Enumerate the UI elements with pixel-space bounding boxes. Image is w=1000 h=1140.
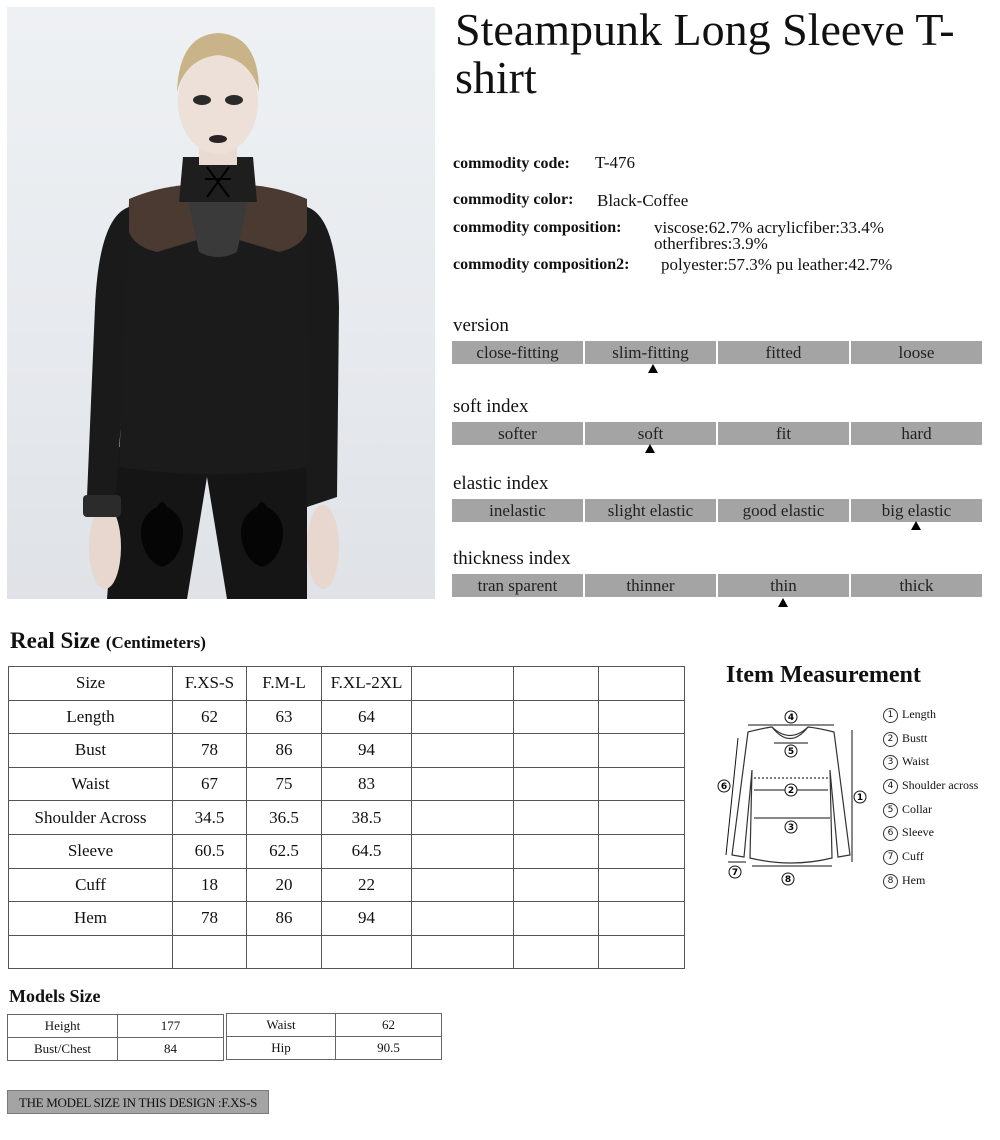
table-row bbox=[227, 1014, 442, 1037]
table-cell bbox=[322, 935, 412, 969]
table-cell bbox=[514, 767, 599, 801]
legend-label: Hem bbox=[902, 872, 926, 887]
table-header-cell bbox=[514, 667, 599, 701]
tshirt-measurement-diagram bbox=[714, 700, 874, 890]
table-cell bbox=[247, 935, 322, 969]
version-option: slim-fitting bbox=[585, 341, 716, 364]
table-header-row bbox=[9, 667, 685, 701]
table-cell: Bust/Chest bbox=[8, 1038, 118, 1061]
legend-label: Bustt bbox=[902, 730, 928, 745]
table-cell bbox=[599, 868, 685, 902]
table-row bbox=[9, 834, 685, 868]
table-cell: 67 bbox=[173, 767, 247, 801]
table-cell: 78 bbox=[173, 902, 247, 936]
table-cell: 62.5 bbox=[247, 834, 322, 868]
legend-item bbox=[883, 802, 978, 826]
soft-index-option: soft bbox=[585, 422, 716, 445]
table-header-cell bbox=[599, 667, 685, 701]
table-cell: 78 bbox=[173, 734, 247, 768]
table-cell: 22 bbox=[322, 868, 412, 902]
thickness-index-option: tran sparent bbox=[452, 574, 583, 597]
table-cell bbox=[514, 935, 599, 969]
elastic-index-option: big elastic bbox=[851, 499, 982, 522]
soft-index-bar bbox=[452, 422, 982, 445]
table-cell bbox=[514, 868, 599, 902]
table-cell: 63 bbox=[247, 700, 322, 734]
table-row bbox=[9, 700, 685, 734]
legend-number: 7 bbox=[883, 850, 898, 865]
legend-number: 6 bbox=[883, 826, 898, 841]
spec-value: Black-Coffee bbox=[597, 191, 689, 210]
legend-item bbox=[883, 754, 978, 778]
elastic-index-title: elastic index bbox=[453, 473, 549, 494]
elastic-index-option: slight elastic bbox=[585, 499, 716, 522]
thickness-index-option: thin bbox=[718, 574, 849, 597]
table-cell bbox=[514, 734, 599, 768]
table-cell: 86 bbox=[247, 734, 322, 768]
table-row bbox=[9, 734, 685, 768]
version-title: version bbox=[453, 315, 509, 336]
table-cell: Shoulder Across bbox=[9, 801, 173, 835]
svg-text:5: 5 bbox=[787, 747, 795, 757]
version-option: loose bbox=[851, 341, 982, 364]
table-header-cell: F.M-L bbox=[247, 667, 322, 701]
table-row bbox=[9, 902, 685, 936]
elastic-index-option: inelastic bbox=[452, 499, 583, 522]
table-cell bbox=[412, 868, 514, 902]
table-cell bbox=[412, 801, 514, 835]
table-cell: 64.5 bbox=[322, 834, 412, 868]
table-cell: 62 bbox=[173, 700, 247, 734]
models-size-table-right bbox=[226, 1013, 442, 1060]
svg-text:2: 2 bbox=[787, 786, 795, 796]
spec-code bbox=[453, 153, 635, 173]
real-size-table bbox=[8, 666, 685, 969]
svg-text:3: 3 bbox=[787, 823, 795, 833]
spec-composition2 bbox=[453, 254, 893, 274]
svg-text:7: 7 bbox=[731, 868, 739, 878]
spec-value-line2: otherfibres:3.9% bbox=[654, 234, 768, 253]
models-size-title: Models Size bbox=[9, 986, 101, 1006]
table-cell: 20 bbox=[247, 868, 322, 902]
models-size-table-left bbox=[7, 1014, 224, 1061]
soft-index-option: softer bbox=[452, 422, 583, 445]
legend-number: 4 bbox=[883, 779, 898, 794]
legend-item bbox=[883, 825, 978, 849]
legend-label: Waist bbox=[902, 754, 930, 769]
table-cell: Length bbox=[9, 700, 173, 734]
table-cell: 177 bbox=[118, 1015, 224, 1038]
elastic-index-option: good elastic bbox=[718, 499, 849, 522]
version-selected-marker bbox=[648, 364, 658, 373]
spec-composition bbox=[453, 217, 884, 253]
legend-label: Cuff bbox=[902, 849, 924, 864]
measurement-legend bbox=[883, 707, 978, 897]
svg-text:8: 8 bbox=[784, 875, 792, 885]
table-cell bbox=[514, 902, 599, 936]
table-row bbox=[9, 935, 685, 969]
product-photo bbox=[7, 7, 435, 599]
soft-index-selected-marker bbox=[645, 444, 655, 453]
thickness-index-title: thickness index bbox=[453, 548, 571, 569]
svg-text:4: 4 bbox=[787, 713, 795, 723]
table-row bbox=[8, 1015, 224, 1038]
soft-index-option: fit bbox=[718, 422, 849, 445]
thickness-index-selected-marker bbox=[778, 598, 788, 607]
table-header-cell bbox=[412, 667, 514, 701]
real-size-heading: Real Size bbox=[10, 628, 101, 653]
table-cell bbox=[514, 801, 599, 835]
table-cell bbox=[599, 700, 685, 734]
table-row bbox=[9, 868, 685, 902]
legend-label: Collar bbox=[902, 801, 932, 816]
table-cell bbox=[599, 935, 685, 969]
table-cell bbox=[599, 801, 685, 835]
elastic-index-bar bbox=[452, 499, 982, 522]
table-cell bbox=[599, 734, 685, 768]
table-cell: 90.5 bbox=[336, 1037, 442, 1060]
table-row bbox=[8, 1038, 224, 1061]
table-cell bbox=[412, 935, 514, 969]
table-cell: Waist bbox=[227, 1014, 336, 1037]
legend-number: 3 bbox=[883, 755, 898, 770]
model-size-note: THE MODEL SIZE IN THIS DESIGN :F.XS-S bbox=[7, 1090, 269, 1114]
table-cell: 34.5 bbox=[173, 801, 247, 835]
table-cell bbox=[412, 902, 514, 936]
spec-value: viscose:62.7% acrylicfiber:33.4% bbox=[654, 218, 884, 237]
table-cell: 60.5 bbox=[173, 834, 247, 868]
item-measurement-title: Item Measurement bbox=[726, 662, 921, 688]
legend-item bbox=[883, 873, 978, 897]
version-option: fitted bbox=[718, 341, 849, 364]
spec-value: T-476 bbox=[595, 153, 635, 172]
table-cell: 62 bbox=[336, 1014, 442, 1037]
elastic-index-selected-marker bbox=[911, 521, 921, 530]
table-cell bbox=[412, 734, 514, 768]
spec-value: polyester:57.3% pu leather:42.7% bbox=[661, 255, 893, 274]
table-cell bbox=[173, 935, 247, 969]
table-cell bbox=[412, 700, 514, 734]
legend-item bbox=[883, 707, 978, 731]
thickness-index-option: thinner bbox=[585, 574, 716, 597]
product-title: Steampunk Long Sleeve T-shirt bbox=[455, 4, 955, 103]
table-header-cell: F.XS-S bbox=[173, 667, 247, 701]
table-cell bbox=[412, 834, 514, 868]
table-cell: Sleeve bbox=[9, 834, 173, 868]
table-cell: 86 bbox=[247, 902, 322, 936]
table-cell: Hip bbox=[227, 1037, 336, 1060]
table-cell bbox=[412, 767, 514, 801]
table-cell: 94 bbox=[322, 902, 412, 936]
table-cell: Cuff bbox=[9, 868, 173, 902]
table-row bbox=[227, 1037, 442, 1060]
table-cell: 75 bbox=[247, 767, 322, 801]
table-row bbox=[9, 767, 685, 801]
legend-label: Shoulder across bbox=[902, 778, 979, 793]
table-cell bbox=[599, 902, 685, 936]
table-cell: 84 bbox=[118, 1038, 224, 1061]
table-cell bbox=[514, 834, 599, 868]
table-row bbox=[9, 801, 685, 835]
legend-label: Sleeve bbox=[902, 825, 934, 840]
real-size-unit: (Centimeters) bbox=[105, 633, 206, 652]
table-cell bbox=[599, 767, 685, 801]
table-header-cell: Size bbox=[9, 667, 173, 701]
svg-text:1: 1 bbox=[856, 793, 864, 803]
soft-index-title: soft index bbox=[453, 396, 529, 417]
table-cell: Bust bbox=[9, 734, 173, 768]
legend-number: 2 bbox=[883, 732, 898, 747]
table-cell: Hem bbox=[9, 902, 173, 936]
svg-text:6: 6 bbox=[720, 782, 728, 792]
table-cell: 83 bbox=[322, 767, 412, 801]
legend-number: 5 bbox=[883, 803, 898, 818]
table-cell: 18 bbox=[173, 868, 247, 902]
spec-label: commodity composition: bbox=[453, 219, 622, 236]
legend-label: Length bbox=[902, 707, 936, 721]
legend-number: 1 bbox=[883, 708, 898, 723]
soft-index-option: hard bbox=[851, 422, 982, 445]
table-cell: Height bbox=[8, 1015, 118, 1038]
thickness-index-option: thick bbox=[851, 574, 982, 597]
table-cell: 38.5 bbox=[322, 801, 412, 835]
version-option: close-fitting bbox=[452, 341, 583, 364]
table-header-cell: F.XL-2XL bbox=[322, 667, 412, 701]
thickness-index-bar bbox=[452, 574, 982, 597]
spec-label: commodity composition2: bbox=[453, 256, 630, 273]
spec-label: commodity code: bbox=[453, 155, 570, 172]
legend-item bbox=[883, 778, 978, 802]
table-cell bbox=[599, 834, 685, 868]
legend-number: 8 bbox=[883, 874, 898, 889]
table-cell: Waist bbox=[9, 767, 173, 801]
table-cell: 36.5 bbox=[247, 801, 322, 835]
table-cell: 94 bbox=[322, 734, 412, 768]
legend-item bbox=[883, 731, 978, 755]
table-cell bbox=[9, 935, 173, 969]
real-size-title bbox=[10, 628, 206, 654]
table-cell: 64 bbox=[322, 700, 412, 734]
spec-color bbox=[453, 189, 689, 210]
table-cell bbox=[514, 700, 599, 734]
spec-label: commodity color: bbox=[453, 191, 574, 208]
legend-item bbox=[883, 849, 978, 873]
version-bar bbox=[452, 341, 982, 364]
